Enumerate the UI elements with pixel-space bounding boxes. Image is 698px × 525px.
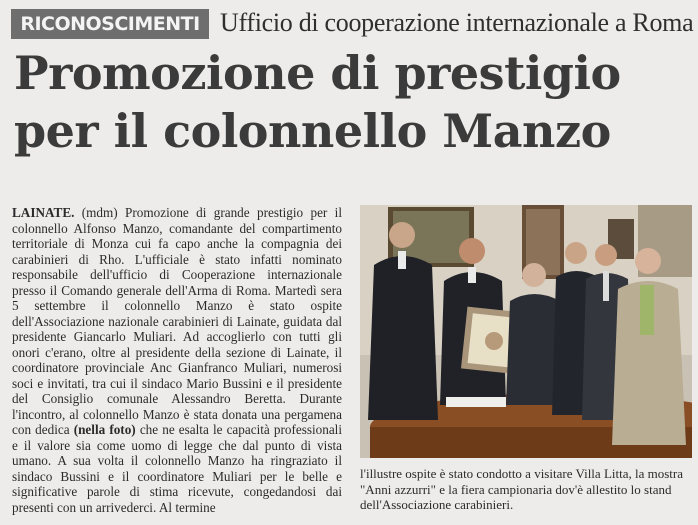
photo-illustration bbox=[360, 205, 692, 458]
headline-line-1: Promozione di prestigio bbox=[14, 46, 621, 100]
article-photo bbox=[360, 205, 692, 458]
headline bbox=[14, 44, 698, 160]
article-text-part-1: Promozione di grande prestigio per il colonnello Alfonso Manzo, comandante del compartimento territoriale di Monza cui fa capo anche la compagnia dei carabinieri di Rho. L'ufficiale è stato infatti nominato responsabile dell'ufficio di Cooperazione internazionale presso il Comando generale dell'Arma di Roma. Martedì sera 5 settembre il colonnello Manzo è stato ospite dell'Associazione nazionale carabinieri di Lainate, guidata dal presidente Giancarlo Muliari. Ad accoglierlo con tutti gli onori c'erano, oltre al presidente della sezione di Lainate, il coordinatore provinciale Anc Gianfranco Muliari, numerosi soci e invitati, tra cui il sindaco Mario Bussini e il presidente del Consiglio comunale Alessandro Beretta. Durante l'incontro, al colonnello Manzo è stata donata una pergamena con dedica bbox=[12, 205, 343, 437]
article-continuation: l'illustre ospite è stato condotto a visitare Villa Litta, la mostra "Anni azzurri" e la fiera campionaria dov'è allestito lo stand dell'Associazione carabinieri. bbox=[360, 466, 684, 512]
byline: (mdm) bbox=[81, 205, 118, 220]
photo-reference: (nella foto) bbox=[73, 422, 136, 437]
dateline: LAINATE. bbox=[12, 205, 75, 220]
section-tag: RICONOSCIMENTI bbox=[11, 9, 209, 39]
headline-line-2: per il colonnello Manzo bbox=[14, 104, 611, 158]
article-text-part-2: che ne esalta le capacità professionali e il valore sia come uomo di legge che dal punto di vista umano. A sua volta il colonnello Manzo ha ringraziato il sindaco Bussini e il coordinatore Muliari per le belle e significative parole di stima ricevute, congedandosi dai presenti con un arrivederci. Al termine bbox=[12, 422, 343, 515]
article-body bbox=[12, 205, 342, 515]
kicker-subtitle: Ufficio di cooperazione internazionale a Roma bbox=[220, 8, 694, 37]
